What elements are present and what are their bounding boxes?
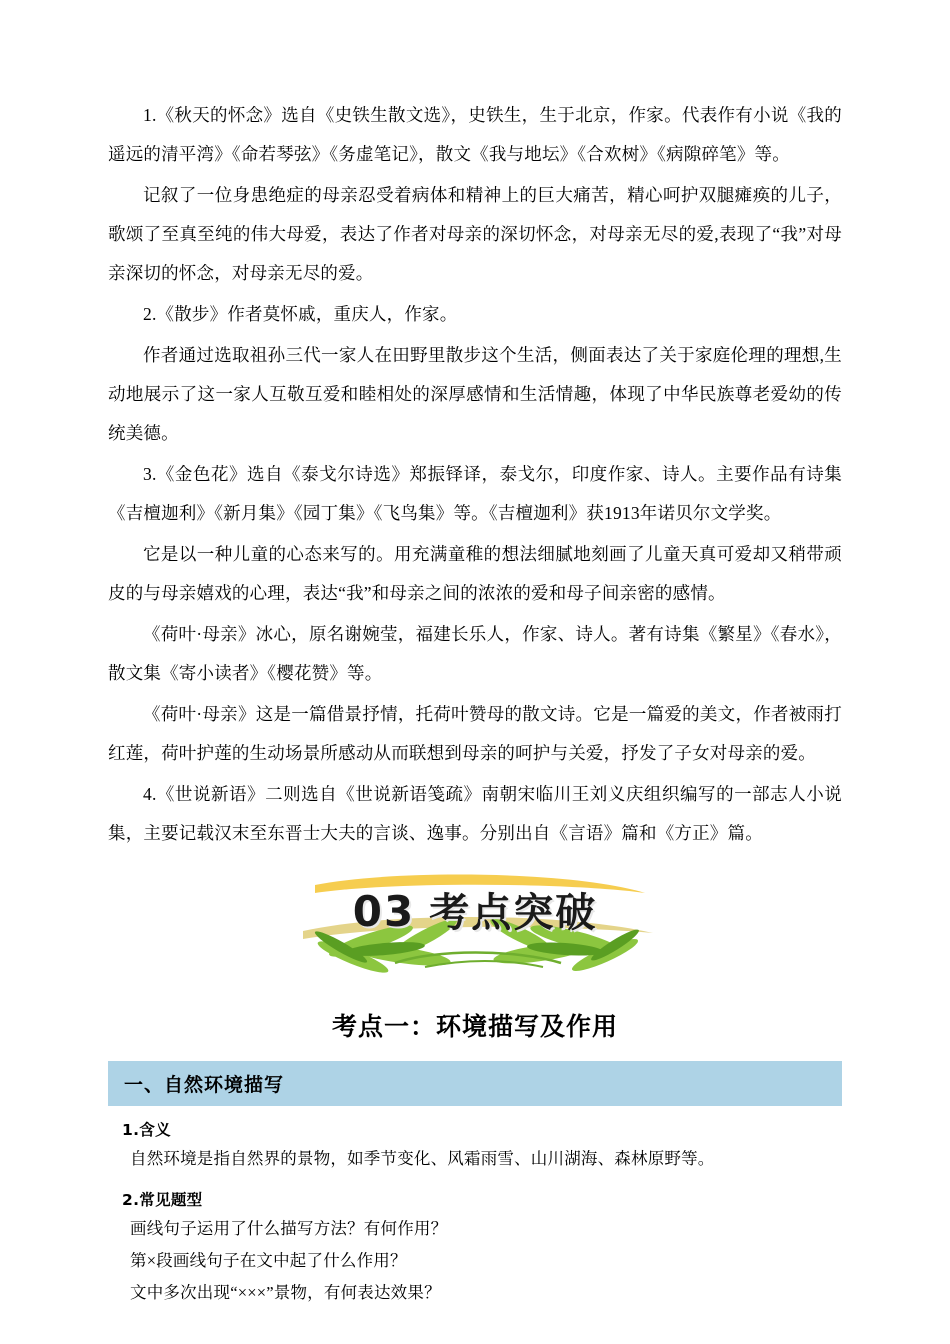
spacer bbox=[108, 1176, 842, 1180]
notes-block bbox=[108, 96, 842, 853]
block-heading: 2.常见题型 bbox=[122, 1191, 203, 1209]
note-paragraph: 记叙了一位身患绝症的母亲忍受着病体和精神上的巨大痛苦，精心呵护双腿瘫痪的儿子，歌颂了至真至纯的伟大母爱，表达了作者对母亲的深切怀念，对母亲无尽的爱,表现了“我”对母亲深切的怀念，对母亲无尽的爱。 bbox=[108, 185, 842, 283]
content-block bbox=[108, 1118, 842, 1174]
banner-graphic bbox=[275, 867, 675, 979]
block-line: 文中多次出现“×××”景物，有何表达效果？ bbox=[130, 1283, 441, 1302]
section-heading: 考点一：环境描写及作用 bbox=[331, 1014, 618, 1041]
subsection-header: 一、自然环境描写 bbox=[108, 1061, 842, 1106]
content-block bbox=[108, 1188, 842, 1308]
note-paragraph: 《荷叶·母亲》这是一篇借景抒情，托荷叶赞母的散文诗。它是一篇爱的美文，作者被雨打红莲，荷叶护莲的生动场景所感动从而联想到母亲的呵护与关爱，抒发了子女对母亲的爱。 bbox=[108, 704, 842, 763]
block-line: 第×段画线句子在文中起了什么作用？ bbox=[130, 1251, 407, 1270]
block-line: 自然环境是指自然界的景物，如季节变化、风霜雨雪、山川湖海、森林原野等。 bbox=[130, 1149, 715, 1168]
note-paragraph: 《荷叶·母亲》冰心，原名谢婉莹，福建长乐人，作家、诗人。著有诗集《繁星》《春水》，散文集《寄小读者》《樱花赞》等。 bbox=[108, 624, 842, 683]
note-paragraph: 4.《世说新语》二则选自《世说新语笺疏》南朝宋临川王刘义庆组织编写的一部志人小说集，主要记载汉末至东晋士大夫的言谈、逸事。分别出自《言语》篇和《方正》篇。 bbox=[108, 784, 842, 843]
block-line: 画线句子运用了什么描写方法？有何作用？ bbox=[130, 1219, 448, 1238]
block-heading: 1.含义 bbox=[122, 1121, 171, 1139]
note-paragraph: 2.《散步》作者莫怀戚，重庆人，作家。 bbox=[143, 304, 458, 324]
note-paragraph: 3.《金色花》选自《泰戈尔诗选》郑振铎译，泰戈尔，印度作家、诗人。主要作品有诗集《吉檀迦利》《新月集》《园丁集》《飞鸟集》等。《吉檀迦利》获1913年诺贝尔文学奖。 bbox=[108, 464, 842, 523]
note-paragraph: 作者通过选取祖孙三代一家人在田野里散步这个生活，侧面表达了关于家庭伦理的理想,生动地展示了这一家人互敬互爱和睦相处的深厚感情和生活情趣，体现了中华民族尊老爱幼的传统美德。 bbox=[108, 345, 842, 443]
note-paragraph: 它是以一种儿童的心态来写的。用充满童稚的想法细腻地刻画了儿童天真可爱却又稍带顽皮的与母亲嬉戏的心理，表达“我”和母亲之间的浓浓的爱和母子间亲密的感情。 bbox=[108, 544, 842, 603]
note-paragraph: 1.《秋天的怀念》选自《史铁生散文选》，史铁生，生于北京，作家。代表作有小说《我的遥远的清平湾》《命若琴弦》《务虚笔记》，散文《我与地坛》《合欢树》《病隙碎笔》等。 bbox=[108, 105, 842, 164]
banner-label: 考点突破 bbox=[429, 890, 598, 936]
section-banner bbox=[108, 867, 842, 985]
banner-text bbox=[275, 881, 675, 938]
banner-number: 03 bbox=[352, 887, 416, 936]
